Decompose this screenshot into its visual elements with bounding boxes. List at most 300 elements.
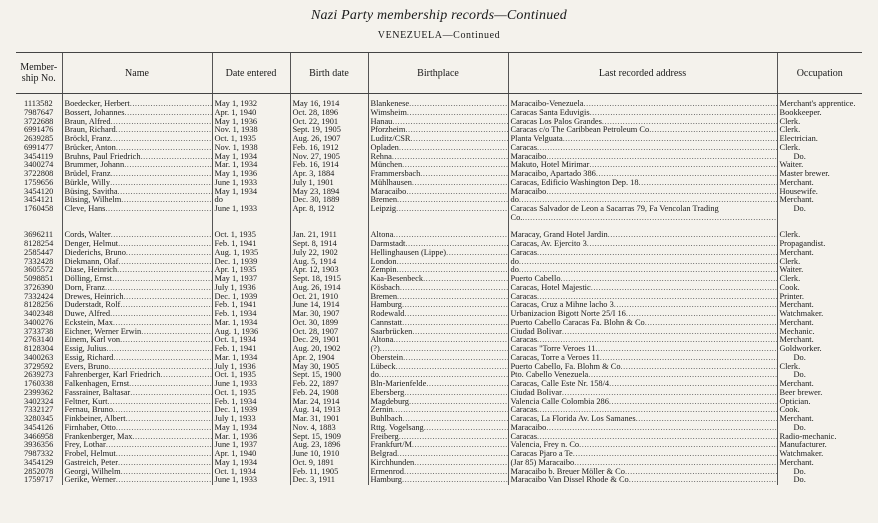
membership-no-cell-text: 2763140 [24, 336, 54, 345]
occupation-cell [777, 266, 862, 275]
address-cell [508, 275, 777, 284]
date-entered-cell-text: Mar. 1, 1934 [214, 353, 258, 362]
birth-date-cell [290, 249, 368, 258]
occupation-cell-text: Cook. [779, 406, 800, 415]
address-cell-text: do [510, 196, 519, 205]
birthplace-cell-text: Mühlhausen [370, 178, 412, 187]
table-row [16, 249, 862, 258]
column-header-last-address: Last recorded address [508, 53, 777, 94]
occupation-cell [777, 336, 862, 345]
table-row [16, 319, 862, 328]
date-entered-cell-text: May 1, 1934 [214, 152, 258, 161]
birthplace-cell-text: Blankenese [370, 99, 410, 108]
date-entered-cell [212, 126, 290, 135]
membership-no-cell [16, 284, 62, 293]
address-cell-text: Caracas [510, 432, 538, 441]
occupation-cell-text: Propagandist. [779, 240, 826, 248]
page-subtitle: VENEZUELA—Continued [377, 30, 501, 41]
table-row [16, 389, 862, 398]
name-cell [62, 170, 212, 179]
birth-date-cell-text: June 10, 1910 [292, 450, 340, 458]
name-cell-text: Fassrainer, Baltasar [64, 388, 131, 397]
occupation-cell-text: Watchmaker. [779, 310, 824, 318]
name-cell-text: Finkbeiner, Albert [64, 415, 126, 423]
date-entered-cell-text: June 1, 1933 [214, 380, 258, 388]
occupation-cell [777, 196, 862, 205]
address-cell [508, 188, 777, 197]
membership-no-cell [16, 380, 62, 389]
membership-no-cell-text: 1759717 [24, 476, 54, 485]
address-cell [508, 240, 777, 249]
birth-date-cell-text: Apr. 2, 1904 [292, 353, 335, 362]
membership-no-cell [16, 398, 62, 407]
date-entered-cell [212, 170, 290, 179]
birthplace-cell-text: Hamburg [370, 476, 402, 485]
birthplace-cell [368, 476, 508, 485]
birth-date-cell-text: Sept. 18, 1915 [292, 275, 341, 283]
address-cell [508, 170, 777, 179]
birth-date-cell [290, 144, 368, 153]
occupation-cell-text: Merchant. [779, 301, 814, 310]
occupation-cell [777, 424, 862, 433]
table-row [16, 275, 862, 284]
membership-no-cell [16, 223, 62, 241]
date-entered-cell-text: Mar. 1, 1936 [214, 432, 258, 441]
birth-date-cell [290, 126, 368, 135]
birth-date-cell [290, 424, 368, 433]
birthplace-cell [368, 345, 508, 354]
name-cell [62, 354, 212, 363]
membership-table [16, 52, 862, 485]
occupation-cell [777, 433, 862, 442]
occupation-cell [777, 144, 862, 153]
date-entered-cell-text: July 1, 1936 [214, 283, 256, 292]
date-entered-cell-text: June 1, 1933 [214, 205, 258, 213]
occupation-cell [777, 319, 862, 328]
birth-date-cell [290, 301, 368, 310]
birth-date-cell-text: May 16, 1914 [292, 99, 340, 108]
birth-date-cell-text: Apr. 12, 1903 [292, 266, 339, 275]
address-cell [508, 310, 777, 319]
membership-no-cell-text: 2639273 [24, 371, 54, 380]
occupation-cell-text: Merchant's apprentice. [779, 99, 856, 108]
membership-no-cell-text: 7987647 [24, 108, 54, 117]
occupation-cell-text: Merchant. [779, 318, 814, 327]
address-cell-text: Caracas, La Florida Av. Los Samanes [510, 415, 636, 423]
occupation-cell-text: Clerk. [779, 230, 801, 240]
date-entered-cell [212, 441, 290, 450]
date-entered-cell [212, 398, 290, 407]
address-cell [508, 371, 777, 380]
name-cell [62, 266, 212, 275]
name-cell-text: Denger, Helmut [64, 240, 119, 248]
table-row [16, 240, 862, 249]
birth-date-cell-text: Oct. 21, 1910 [292, 292, 339, 301]
occupation-cell-text: Do. [793, 353, 806, 362]
address-cell-text: Maracaibo [510, 152, 547, 161]
address-cell [508, 284, 777, 293]
page-title: Nazi Party membership records—Continued [310, 8, 568, 23]
birthplace-cell [368, 319, 508, 328]
birth-date-cell [290, 135, 368, 144]
occupation-cell-text: Clerk. [779, 126, 801, 135]
birthplace-cell-text: Hellinghausen (Lippe) [370, 248, 447, 257]
birthplace-cell-text: Rehna [370, 152, 392, 161]
membership-no-cell [16, 258, 62, 267]
birthplace-cell-text: Opladen [370, 143, 399, 152]
table-row [16, 153, 862, 162]
membership-no-cell-text: 3402348 [24, 310, 54, 318]
birth-date-cell [290, 389, 368, 398]
occupation-cell [777, 161, 862, 170]
table-header [16, 53, 862, 94]
membership-no-cell [16, 196, 62, 205]
birthplace-cell-text: Cannstatt [370, 318, 403, 327]
name-cell-text: Fahrenberger, Karl Friedrich [64, 371, 161, 380]
date-entered-cell [212, 310, 290, 319]
address-cell-text: Caracas [510, 336, 538, 345]
date-entered-cell [212, 144, 290, 153]
birth-date-cell-text: Sept. 15, 1909 [292, 432, 341, 441]
birthplace-cell-text: Hamburg [370, 301, 402, 310]
birth-date-cell [290, 380, 368, 389]
address-cell-text: Caracas Salvador de Leon a Sacarras 79, Fa Vencolan Trading Co. [510, 205, 719, 222]
name-cell [62, 284, 212, 293]
date-entered-cell-text: Apr. 1, 1940 [214, 450, 257, 458]
birthplace-cell-text: Kirchhunden [370, 458, 415, 467]
birthplace-cell-text: (?) [370, 345, 380, 353]
name-cell [62, 476, 212, 485]
address-cell [508, 179, 777, 188]
birth-date-cell [290, 406, 368, 415]
table-row [16, 424, 862, 433]
date-entered-cell [212, 476, 290, 485]
name-cell-text: Duderstadt, Rolf [64, 301, 121, 310]
occupation-cell-text: Manufacturer. [779, 441, 827, 450]
birthplace-cell [368, 266, 508, 275]
occupation-cell-text: Bookkeeper. [779, 108, 822, 117]
address-cell [508, 424, 777, 433]
address-cell-text: Valencia Calle Colombia 286 [510, 397, 609, 406]
birthplace-cell [368, 284, 508, 293]
birthplace-cell [368, 249, 508, 258]
date-entered-cell-text: June 1, 1933 [214, 476, 258, 485]
address-cell [508, 398, 777, 407]
birth-date-cell [290, 459, 368, 468]
column-header-birth-date: Birth date [290, 53, 368, 94]
date-entered-cell-text: Apr. 1, 1940 [214, 108, 257, 117]
birthplace-cell-text: Ebersberg [370, 388, 405, 397]
birth-date-cell-text: Nov. 4, 1883 [292, 423, 336, 432]
birth-date-cell-text: Aug. 23, 1896 [292, 441, 341, 450]
birthplace-cell-text: Bln-Marienfelde [370, 380, 427, 388]
membership-no-cell-text: 3726390 [24, 283, 54, 292]
membership-no-cell [16, 389, 62, 398]
address-cell-text: Caracas [510, 406, 538, 415]
table-row [16, 433, 862, 442]
membership-no-cell [16, 476, 62, 485]
birthplace-cell [368, 468, 508, 477]
address-cell [508, 406, 777, 415]
birthplace-cell-text: Frammersbach [370, 170, 421, 178]
address-cell-text: Caracas [510, 292, 538, 301]
birth-date-cell-text: Feb. 11, 1905 [292, 467, 339, 476]
name-cell-text: Essig, Richard [64, 353, 114, 362]
address-cell [508, 433, 777, 442]
name-cell-text: Brücker, Anton [64, 143, 116, 152]
membership-no-cell [16, 170, 62, 179]
birthplace-cell [368, 170, 508, 179]
birthplace-cell-text: Frankfurt/M [370, 441, 412, 450]
birth-date-cell [290, 258, 368, 267]
birth-date-cell-text: Oct. 30, 1899 [292, 318, 339, 327]
birth-date-cell [290, 94, 368, 109]
table-row [16, 441, 862, 450]
membership-no-cell-text: 3400263 [24, 353, 54, 362]
membership-no-cell-text: 3454129 [24, 458, 54, 467]
birth-date-cell [290, 170, 368, 179]
name-cell [62, 135, 212, 144]
birthplace-cell [368, 433, 508, 442]
table-row [16, 293, 862, 302]
birthplace-cell-text: Belgrad [370, 450, 398, 458]
table-row [16, 135, 862, 144]
membership-no-cell [16, 441, 62, 450]
date-entered-cell-text: Feb. 1, 1934 [214, 310, 257, 318]
birthplace-cell [368, 275, 508, 284]
address-cell-text: Caracas, Edificio Washington Dep. 18 [510, 178, 639, 187]
membership-no-cell-text: 2585447 [24, 248, 54, 257]
birthplace-cell [368, 161, 508, 170]
birthplace-cell-text: Oberstein [370, 353, 404, 362]
occupation-cell [777, 310, 862, 319]
name-cell-text: Bruhns, Paul Friedrich [64, 152, 141, 161]
birth-date-cell-text: Feb. 16, 1914 [292, 161, 339, 170]
table-row [16, 398, 862, 407]
date-entered-cell [212, 301, 290, 310]
membership-no-cell-text: 3722808 [24, 170, 54, 178]
date-entered-cell [212, 371, 290, 380]
birthplace-cell [368, 118, 508, 127]
birthplace-cell [368, 380, 508, 389]
address-cell-text: Caracas "Torre Veroes 11 [510, 345, 596, 353]
date-entered-cell-text: Feb. 1, 1941 [214, 240, 257, 248]
occupation-cell-text: Printer. [779, 292, 804, 301]
membership-no-cell-text: 3466958 [24, 432, 54, 441]
name-cell-text: Bürkle, Willy [64, 178, 111, 187]
birthplace-cell [368, 354, 508, 363]
birthplace-cell-text: Altona [370, 336, 394, 345]
birthplace-cell [368, 336, 508, 345]
membership-no-cell-text: 8128256 [24, 301, 54, 310]
membership-no-cell [16, 336, 62, 345]
column-header-occupation: Occupation [777, 53, 862, 94]
address-cell [508, 126, 777, 135]
address-cell-text: Maracaibo [510, 187, 547, 196]
membership-no-cell-text: 3722688 [24, 117, 54, 126]
address-cell [508, 476, 777, 485]
address-cell [508, 144, 777, 153]
address-cell [508, 118, 777, 127]
birthplace-cell [368, 424, 508, 433]
table-row [16, 476, 862, 485]
date-entered-cell [212, 450, 290, 459]
occupation-cell [777, 380, 862, 389]
date-entered-cell [212, 293, 290, 302]
address-cell-text: Caracas, Torre a Veroes 11 [510, 353, 600, 362]
date-entered-cell [212, 109, 290, 118]
birthplace-cell [368, 328, 508, 337]
membership-no-cell [16, 345, 62, 354]
address-cell [508, 266, 777, 275]
membership-no-cell [16, 301, 62, 310]
membership-no-cell-text: 7332424 [24, 292, 54, 301]
birth-date-cell [290, 476, 368, 485]
membership-no-cell [16, 459, 62, 468]
address-cell [508, 249, 777, 258]
table-row [16, 258, 862, 267]
date-entered-cell-text: Dec. 1, 1939 [214, 257, 258, 266]
birth-date-cell [290, 284, 368, 293]
name-cell [62, 109, 212, 118]
address-cell-text: do [510, 257, 519, 266]
birthplace-cell-text: Buhlbach [370, 415, 403, 423]
birthplace-cell [368, 223, 508, 241]
name-cell-text: Drewes, Heinrich [64, 292, 124, 301]
date-entered-cell-text: Aug. 1, 1936 [214, 327, 259, 336]
birth-date-cell-text: Aug. 20, 1902 [292, 345, 341, 353]
date-entered-cell [212, 415, 290, 424]
membership-no-cell [16, 126, 62, 135]
occupation-cell [777, 345, 862, 354]
name-cell [62, 240, 212, 249]
birthplace-cell [368, 94, 508, 109]
address-cell [508, 415, 777, 424]
birthplace-cell-text: Kösbach [370, 283, 400, 292]
birth-date-cell-text: July 22, 1902 [292, 248, 338, 257]
occupation-cell [777, 354, 862, 363]
address-cell-text: Makuto, Hotel Mirimar [510, 161, 590, 170]
address-cell [508, 258, 777, 267]
birthplace-cell [368, 371, 508, 380]
birthplace-cell-text: Zernin [370, 406, 393, 415]
table-row [16, 415, 862, 424]
birth-date-cell-text: Sept. 19, 1905 [292, 126, 341, 135]
occupation-cell-text: Clerk. [779, 143, 801, 152]
name-cell [62, 293, 212, 302]
name-cell-text: Braun, Richard [64, 126, 116, 135]
name-cell [62, 328, 212, 337]
address-cell [508, 354, 777, 363]
membership-no-cell [16, 319, 62, 328]
name-cell-text: Frey, Lothar [64, 441, 106, 450]
occupation-cell-text: Clerk. [779, 117, 801, 126]
membership-no-cell [16, 450, 62, 459]
occupation-cell [777, 153, 862, 162]
birth-date-cell-text: June 14, 1914 [292, 301, 340, 310]
birth-date-cell [290, 363, 368, 372]
membership-no-cell [16, 179, 62, 188]
occupation-cell [777, 188, 862, 197]
address-cell [508, 380, 777, 389]
table-row [16, 205, 862, 223]
occupation-cell [777, 415, 862, 424]
occupation-cell [777, 389, 862, 398]
name-cell [62, 389, 212, 398]
name-cell [62, 153, 212, 162]
birth-date-cell-text: July 1, 1901 [292, 178, 334, 187]
birthplace-cell-text: Bremen [370, 196, 398, 205]
name-cell-text: Braun, Alfred [64, 117, 111, 126]
membership-no-cell [16, 415, 62, 424]
birthplace-cell-text: Saarbrücken [370, 327, 413, 336]
name-cell-text: Gastreich, Peter [64, 458, 118, 467]
birth-date-cell-text: Dec. 3, 1911 [292, 476, 335, 485]
address-cell-text: Maracay, Grand Hotel Jardin [510, 230, 608, 240]
occupation-cell [777, 459, 862, 468]
date-entered-cell-text: May 1, 1934 [214, 458, 258, 467]
birth-date-cell-text: Aug. 5, 1914 [292, 257, 337, 266]
name-cell-text: Firnhaber, Otto [64, 423, 116, 432]
birthplace-cell [368, 398, 508, 407]
birthplace-cell-text: Bremen [370, 292, 398, 301]
birth-date-cell [290, 205, 368, 223]
birth-date-cell [290, 293, 368, 302]
table-row [16, 450, 862, 459]
date-entered-cell [212, 433, 290, 442]
birthplace-cell-text: Magdeburg [370, 397, 409, 406]
occupation-cell [777, 109, 862, 118]
membership-no-cell-text: 3454126 [24, 423, 54, 432]
column-header-birthplace: Birthplace [368, 53, 508, 94]
date-entered-cell-text: do [214, 196, 223, 205]
occupation-cell-text: Merchant. [779, 196, 814, 205]
occupation-cell-text: Clerk. [779, 257, 801, 266]
occupation-cell [777, 94, 862, 109]
membership-no-cell-text: 3400274 [24, 161, 54, 170]
date-entered-cell-text: Nov. 1, 1938 [214, 143, 258, 152]
table-row [16, 196, 862, 205]
date-entered-cell-text: Mar. 1, 1934 [214, 161, 258, 170]
name-cell-text: Einem, Karl von [64, 336, 121, 345]
table-row [16, 94, 862, 109]
address-cell [508, 363, 777, 372]
birth-date-cell [290, 398, 368, 407]
address-cell-text: Puerto Cabello Caracas Fa. Blohn & Co [510, 318, 645, 327]
membership-no-cell [16, 266, 62, 275]
date-entered-cell-text: Feb. 1, 1941 [214, 345, 257, 353]
occupation-cell [777, 240, 862, 249]
date-entered-cell [212, 179, 290, 188]
membership-no-cell [16, 249, 62, 258]
name-cell [62, 450, 212, 459]
name-cell [62, 345, 212, 354]
date-entered-cell [212, 336, 290, 345]
table-row [16, 406, 862, 415]
occupation-cell-text: Master brewer. [779, 170, 830, 178]
occupation-cell [777, 284, 862, 293]
membership-no-cell [16, 328, 62, 337]
membership-no-cell [16, 118, 62, 127]
birthplace-cell-text: do [370, 371, 379, 380]
table-row [16, 345, 862, 354]
birth-date-cell-text: Feb. 24, 1908 [292, 388, 339, 397]
date-entered-cell-text: June 1, 1933 [214, 178, 258, 187]
membership-no-cell-text: 8128304 [24, 345, 54, 353]
date-entered-cell [212, 223, 290, 241]
name-cell-text: Eckstein, Max [64, 318, 113, 327]
name-cell [62, 118, 212, 127]
